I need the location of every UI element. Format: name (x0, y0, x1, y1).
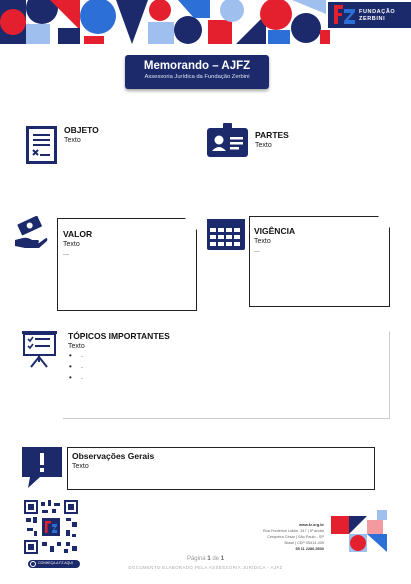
footer-geometric-logo (331, 510, 393, 556)
vigencia-text: Texto (254, 238, 271, 245)
page-current: 1 (207, 556, 211, 562)
valor-text: Texto (63, 241, 80, 248)
list-item: • . (69, 374, 83, 385)
header-banner (0, 0, 411, 48)
vigencia-title: VIGÊNCIA (254, 226, 296, 236)
contact-info (263, 522, 324, 552)
logo-text-line2: ZERBINI (359, 16, 386, 22)
qr-code-icon[interactable] (24, 500, 78, 554)
valor-extra: ... (63, 250, 69, 257)
contact-address-line2: Cerqueira César | São Paulo - SP (267, 535, 324, 539)
topicos-bullet-list (69, 352, 83, 385)
observacoes-title: Observações Gerais (72, 451, 155, 461)
contact-phone: 55 11 2286-5500 (295, 547, 324, 551)
document-icon (26, 126, 57, 164)
page-subtitle: Assessoria Jurídica da Fundação Zerbini (144, 74, 250, 80)
page-number (0, 556, 411, 562)
presentation-board-icon (22, 331, 57, 368)
qr-label: CONHEÇA A FZ AQUI (38, 561, 73, 565)
id-card-icon (207, 123, 248, 157)
alert-speech-icon (22, 447, 62, 488)
topicos-text: Texto (68, 343, 85, 350)
contact-site[interactable]: www.fz.org.br (299, 523, 324, 527)
page-title: Memorando – AJFZ (143, 60, 251, 72)
valor-title: VALOR (63, 229, 93, 239)
page-label: Página (186, 556, 206, 562)
money-hand-icon (13, 216, 49, 250)
calendar-icon (207, 219, 245, 250)
contact-address-line3: Brasil | CEP 05414-005 (284, 541, 324, 545)
objeto-text: Texto (64, 137, 81, 144)
list-item: • . (69, 363, 83, 374)
footer-note: DOCUMENTO ELABORADO PELA ASSESSORIA JURÍDICA - AJFZ (128, 565, 283, 570)
page-total: 1 (220, 556, 225, 562)
observacoes-text: Texto (72, 463, 89, 470)
title-banner (125, 55, 269, 89)
partes-text: Texto (255, 142, 272, 149)
contact-address-line1: Rua Frederick Lubke, 347 | 5º andar (262, 529, 324, 533)
list-item: • . (69, 352, 83, 363)
vigencia-extra: ... (254, 247, 260, 254)
logo-text-line1: FUNDAÇÃO (359, 9, 396, 15)
objeto-title: OBJETO (64, 125, 99, 135)
page-of-label: de (212, 556, 220, 562)
fundacao-zerbini-logo (328, 2, 411, 28)
topicos-title: TÓPICOS IMPORTANTES (68, 331, 170, 341)
partes-title: PARTES (255, 130, 289, 140)
fz-logo-icon (334, 5, 355, 24)
